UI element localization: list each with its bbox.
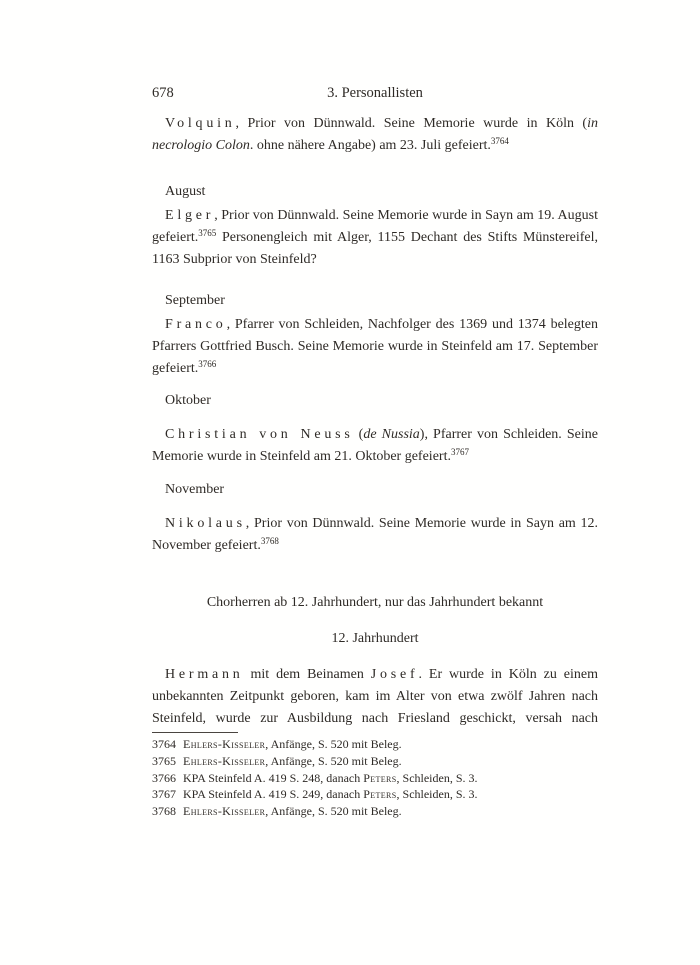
footnote-text: , Schleiden, S. 3. [396,787,478,802]
entry-text: . ohne nähere Angabe) am 23. Juli gefeiert. [249,138,491,153]
footnote-number: 3768 [152,804,176,818]
footnote-text: KPA Steinfeld A. 419 S. 248, danach [183,770,364,785]
entry-franco [152,314,598,380]
footnote-number: 3766 [152,770,176,785]
person-name: Elger [165,208,215,223]
footnote-text: , Schleiden, S. 3. [396,770,478,785]
footnote-text: , Anfänge, S. 520 mit Beleg. [265,804,402,818]
footnote-number: 3764 [152,737,176,751]
month-heading-oktober: Oktober [165,393,211,408]
footnotes [152,736,598,820]
person-byname: Josef [370,667,419,682]
entry-christian [152,424,598,468]
entry-text: . Er wurde in Köln zu einem unbekannten Zeitpunkt geboren, kam im Alter von etwa zwölf Jahren nach Steinfeld, wurde zur Ausbildung nach Friesland geschickt, versah nach [152,667,599,726]
footnote-author: Ehlers-Kisseler [183,737,266,751]
person-name: Hermann [165,667,244,682]
month-heading-november: November [165,482,225,497]
italic-phrase: in necrologio Colon [152,116,598,153]
entry-text: ), Pfarrer von Schleiden. Seine Memorie wurde in Steinfeld am 21. Oktober gefeiert. [152,427,598,464]
footnote-3764 [152,736,598,753]
footnote-3768 [152,803,598,820]
footnote-number: 3767 [152,787,176,802]
footnote-3767 [152,786,598,803]
person-name: Volquin [165,116,236,131]
entry-elger [152,205,598,271]
footnote-author: Ehlers-Kisseler [183,804,266,818]
footnote-ref: 3768 [260,536,279,546]
entry-text: , Prior von Dünnwald. Seine Memorie wurde in Köln ( [235,116,588,131]
entry-volquin [152,113,598,157]
section-heading-12-jahrhundert: 12. Jahrhundert [331,631,419,646]
footnote-number: 3765 [152,753,176,768]
footnote-author: Peters [363,770,397,785]
entry-text: , Prior von Dünnwald. Seine Memorie wurde in Sayn am 12. November gefeiert. [152,516,598,553]
footnote-ref: 3767 [450,447,469,457]
month-heading-september: September [165,293,225,308]
person-name: Franco [165,317,227,332]
footnote-author: Peters [363,787,397,802]
footnote-ref: 3765 [198,228,217,238]
footnote-ref: 3764 [490,136,509,146]
page-header [152,82,598,104]
footnote-3766 [152,770,598,787]
footnote-3765 [152,753,598,770]
italic-phrase: de Nussia [363,427,420,442]
entry-text: Personengleich mit Alger, 1155 Dechant des Stifts Münstereifel, 1163 Subprior von Steinfeld? [152,230,598,267]
person-name: Christian von Neuss [165,427,354,442]
page-number: 678 [152,85,174,101]
entry-hermann [152,664,598,730]
entry-nikolaus [152,513,598,557]
footnote-author: Ehlers-Kisseler [183,753,266,768]
entry-text: mit dem Beinamen [243,667,371,682]
footnote-text: , Anfänge, S. 520 mit Beleg. [265,737,402,751]
entry-text: , Prior von Dünnwald. Seine Memorie wurde in Sayn am 19. August gefeiert. [152,208,598,245]
footnote-text: KPA Steinfeld A. 419 S. 249, danach [183,787,364,802]
footnote-text: , Anfänge, S. 520 mit Beleg. [265,753,402,768]
footnote-ref: 3766 [198,359,217,369]
running-title: 3. Personallisten [327,85,423,101]
entry-text: ( [353,427,364,442]
section-heading-chorherren: Chorherren ab 12. Jahrhundert, nur das Jahrhundert bekannt [206,595,544,610]
entry-text: , Pfarrer von Schleiden, Nachfolger des 1369 und 1374 belegten Pfarrers Gottfried Busch. Seine Memorie wurde in Steinfeld am 17. September gefeiert. [152,317,598,376]
month-heading-august: August [165,184,206,199]
person-name: Nikolaus [165,516,246,531]
footnote-rule [152,732,238,733]
